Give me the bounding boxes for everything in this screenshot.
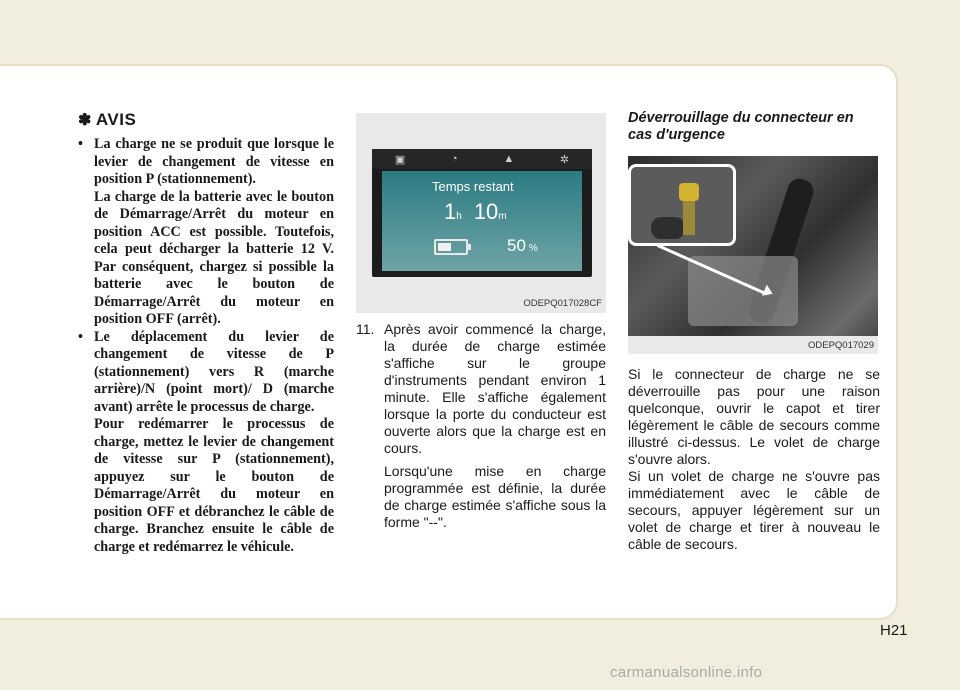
step-item (356, 321, 606, 457)
step-text: Après avoir commencé la charge, la durée de charge estimée s'affiche sur le groupe d'instruments pendant environ 1 minute. Elle s'affiche également lorsque la porte du conducteur est ouverte alors que la charge est en cours. (384, 321, 606, 456)
emergency-cable-handle (679, 183, 699, 201)
asterisk-icon: ✽ (78, 112, 92, 129)
screen-title: Temps restant (432, 179, 514, 194)
step-note: Lorsqu'une mise en charge programmée est définie, la durée de charge estimée s'affiche sous la forme "--". (384, 463, 606, 530)
step-number: 11. (356, 321, 375, 337)
avis-heading: ✽ AVIS (78, 110, 137, 129)
instrument-cluster (372, 149, 592, 277)
battery-icon (434, 239, 468, 255)
section-title: Déverrouillage du connecteur en cas d'urgence (628, 110, 854, 143)
engine-figure (628, 156, 878, 354)
gauge-icon: ◔ (450, 153, 458, 165)
detail-inset (628, 164, 736, 246)
avis-column (78, 110, 334, 556)
charge-percent: 50 % (507, 236, 538, 255)
emergency-column (628, 110, 880, 553)
remaining-time: 1h 10m (444, 199, 507, 224)
page-number: H21 (880, 622, 908, 639)
cluster-screen (382, 171, 582, 271)
cluster-figure (356, 113, 606, 313)
watermark: carmanualsonline.info (610, 664, 763, 681)
avis-list (78, 136, 334, 556)
list-item: • La charge ne se produit que lorsque le levier de changement de vitesse en position P (stationnement). La charge de la batterie avec le bouton de Démarrage/Arrêt du moteur en position ACC est possible. Toutefois, cela peut décharger la batterie 12 V. Par conséquent, chargez si possible la batterie avec le bouton de Démarrage/Arrêt du moteur en position OFF (arrêt). (78, 136, 334, 329)
list-item: • Le déplacement du levier de changement de vitesse de P (stationnement) vers R (marche arrière)/N (point mort)/ D (marche avant) arrête le processus de charge. Pour redémarrer le processus de charge, mettez le levier de changement de vitesse sur P (stationnement), appuyez sur le bouton de Démarrage/Arrêt du moteur en position OFF et débranchez le câble de charge. Branchez ensuite le câble de charge et redémarrez le véhicule. (78, 329, 334, 557)
car-icon: ▣ (394, 153, 406, 166)
settings-icon: ✲ (559, 153, 570, 166)
cluster-icon-bar (372, 149, 592, 169)
warning-icon: ▲ (503, 153, 515, 165)
section-body: Si le connecteur de charge ne se déverrouille pas pour une raison quelconque, ouvrir le capot et tirer légèrement le câble de secours comme illustré ci-dessus. Le volet de charge s'ouvre alors. Si un volet de charge ne s'ouvre pas immédiatement avec le câble de secours, appuyer légèrement sur un volet de charge et tirer à nouveau le câble de secours. (628, 366, 880, 552)
figure-code: ODEPQ017028CF (523, 298, 602, 309)
figure-code: ODEPQ017029 (807, 340, 874, 351)
step-column (356, 113, 606, 531)
